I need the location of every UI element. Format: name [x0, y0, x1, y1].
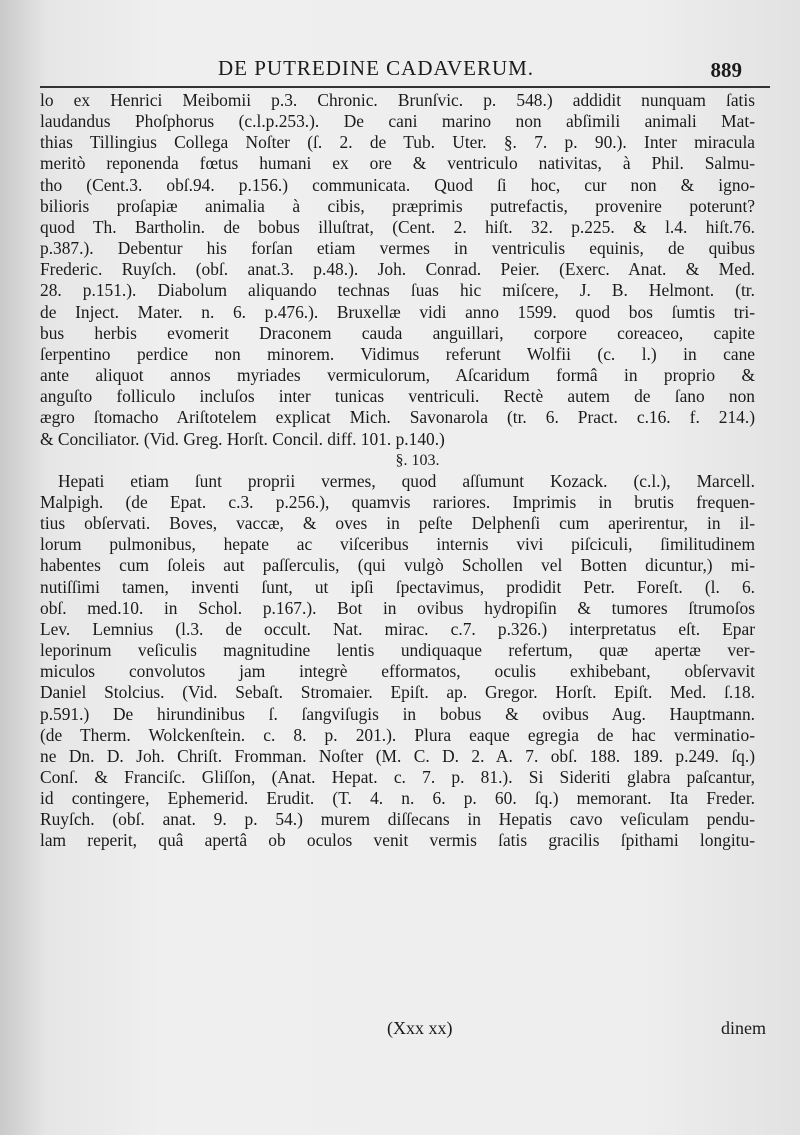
text-line: lam reperit, quâ apertâ ob oculos venit vermis ſatis gracilis ſpithami longitu- [40, 830, 755, 851]
text-line: lorum pulmonibus, hepate ac viſceribus internis vivi piſciculi, ſimilitudinem [40, 534, 755, 555]
text-line: tius obſervati. Boves, vaccæ, & oves in peſte Delphenſi cum aperirentur, in il- [40, 513, 755, 534]
text-line: & Conciliator. (Vid. Greg. Horſt. Concil. diff. 101. p.140.) [40, 428, 445, 449]
text-line: id contingere, Ephemerid. Erudit. (T. 4. n. 6. p. 60. ſq.) memorant. Ita Freder. [40, 788, 755, 809]
main-text [40, 90, 755, 852]
running-title: DE PUTREDINE CADAVERUM. [218, 56, 535, 80]
page-footer [0, 1018, 800, 1048]
text-line: (de Therm. Wolckenſtein. c. 8. p. 201.). Plura eaque egregia de hac verminatio- [40, 724, 755, 745]
text-line: ægro ſtomacho Ariſtotelem explicat Mich. Savonarola (tr. 6. Pract. c.16. f. 214.) [40, 407, 755, 428]
text-line: Conſ. & Franciſc. Gliſſon, (Anat. Hepat. c. 7. p. 81.). Si Sideriti glabra paſcantur, [40, 767, 755, 787]
text-line: p.387.). Debentur his forſan etiam vermes in ventriculis equinis, de quibus [40, 238, 755, 259]
text-line: obſ. med.10. in Schol. p.167.). Bot in ovibus hydropiſin & tumores ſtrumoſos [40, 597, 755, 618]
text-line: laudandus Phoſphorus (c.l.p.253.). De cani marino non abſimili animali Mat- [40, 111, 755, 132]
text-line: ne Dn. D. Joh. Chriſt. Fromman. Noſter (M. C. D. 2. A. 7. obſ. 188. 189. p.249. ſq.) [40, 745, 755, 766]
text-line: Malpigh. (de Epat. c.3. p.256.), quamvis rariores. Imprimis in brutis frequen- [40, 491, 755, 512]
text-line: meritò reponenda fœtus humani ex ore & ventriculo nativitas, à Phil. Salmu- [40, 153, 755, 174]
text-line: nutiſſimi tamen, inventi ſunt, ut ipſi ſpectavimus, prodidit Petr. Foreſt. (l. 6. [40, 576, 755, 597]
text-line: quod Th. Bartholin. de bobus illuſtrat, (Cent. 2. hiſt. 32. p.225. & l.4. hiſt.76. [40, 216, 755, 237]
catchword: dinem [721, 1018, 766, 1038]
text-line: bus herbis evomerit Draconem cauda anguillari, corpore coreaceo, capite [40, 322, 755, 343]
text-line: ante aliquot annos myriades vermiculorum, Aſcaridum formâ in proprio & [40, 365, 755, 386]
text-line: 28. p.151.). Diabolum aliquando technas ſuas hic miſcere, J. B. Helmont. (tr. [40, 280, 755, 301]
text-line: p.591.) De hirundinibus ſ. ſangviſugis in bobus & ovibus Aug. Hauptmann. [40, 703, 755, 724]
text-line: miculos convolutos jam integrè efformatos, oculis exhibebant, obſervavit [40, 661, 755, 682]
text-line: habentes cum ſoleis aut paſſerculis, (qui vulgò Schollen vel Botten dicuntur,) mi- [40, 555, 755, 576]
text-line: Frederic. Ruyſch. (obſ. anat.3. p.48.). Joh. Conrad. Peier. (Exerc. Anat. & Med. [40, 259, 755, 280]
header-rule [40, 86, 770, 88]
text-line: leporinum veſiculis magnitudine lentis undiquaque refertum, quæ apertæ ver- [40, 640, 755, 661]
text-line: ſerpentino perdice non minorem. Vidimus referunt Wolfii (c. l.) in cane [40, 343, 755, 364]
text-line: Ruyſch. (obſ. anat. 9. p. 54.) murem diſſecans in Hepatis cavo veſiculam pendu- [40, 809, 755, 830]
text-line: Lev. Lemnius (l.3. de occult. Nat. mirac. c.7. p.326.) interpretatus eſt. Epar [40, 618, 755, 639]
section-heading: §. 103. [395, 451, 440, 469]
text-line: Hepati etiam ſunt proprii vermes, quod aſſumunt Kozack. (c.l.), Marcell. [58, 470, 755, 491]
signature-mark: (Xxx xx) [387, 1018, 453, 1038]
text-line: bilioris proſapiæ animalia à cibis, præprimis putrefactis, provenire poterunt? [40, 195, 755, 216]
text-line: tho (Cent.3. obſ.94. p.156.) communicata. Quod ſi hoc, cur non & igno- [40, 174, 755, 195]
running-head [0, 50, 800, 84]
page-number: 889 [710, 58, 742, 82]
text-line: thias Tillingius Collega Noſter (ſ. 2. de Tub. Uter. §. 7. p. 90.). Inter miracula [40, 132, 755, 153]
text-line: lo ex Henrici Meibomii p.3. Chronic. Brunſvic. p. 548.) addidit nunquam ſatis [40, 90, 755, 110]
text-line: de Inject. Mater. n. 6. p.476.). Bruxellæ vidi anno 1599. quod bos ſumtis tri- [40, 301, 755, 322]
text-line: anguſto folliculo incluſos inter tunicas ventriculi. Rectè autem de ſano non [40, 386, 755, 407]
text-line: Daniel Stolcius. (Vid. Sebaſt. Stromaier. Epiſt. ap. Gregor. Horſt. Epiſt. Med. ſ.18. [40, 682, 755, 703]
